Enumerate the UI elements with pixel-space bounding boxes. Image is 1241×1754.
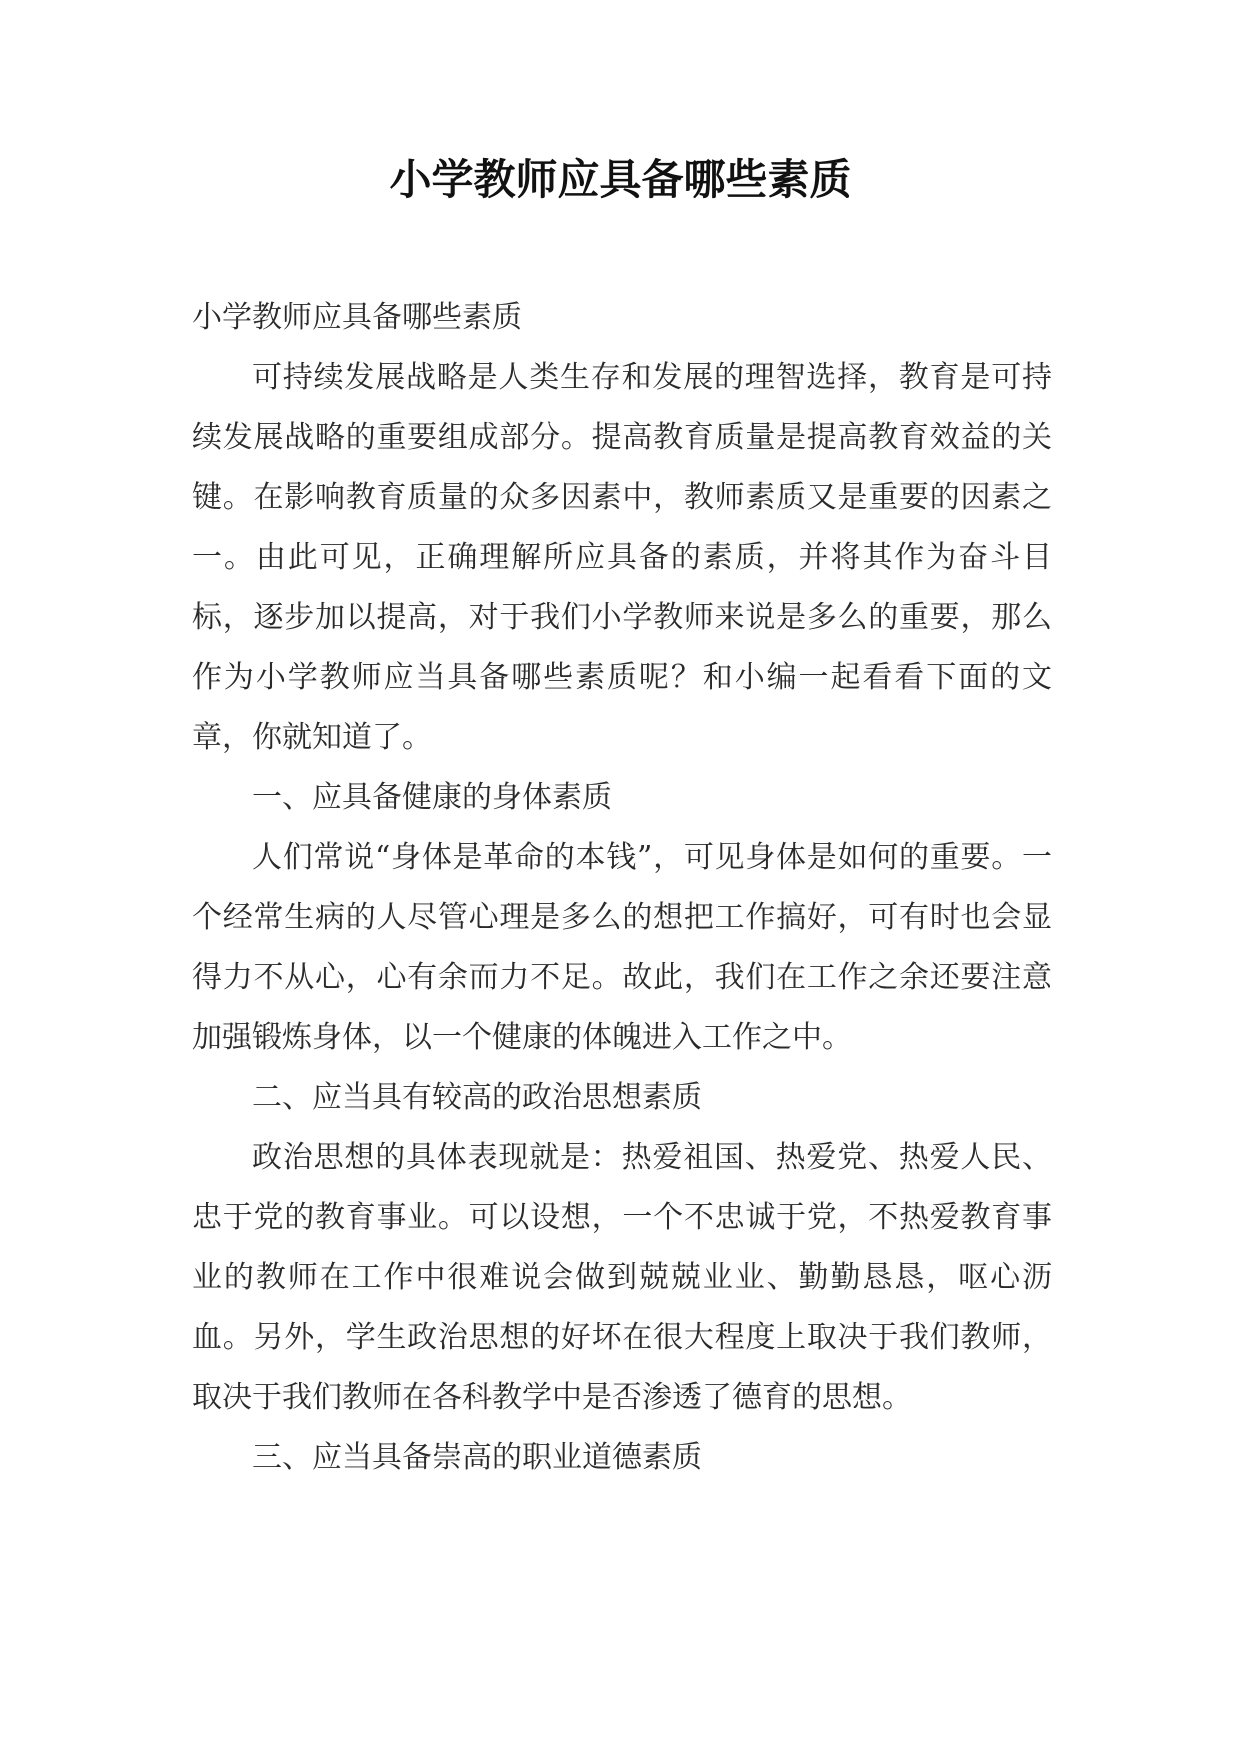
document-body [192,288,1052,1488]
document-title: 小学教师应具备哪些素质 [389,155,852,204]
section-heading-2: 二、应当具有较高的政治思想素质 [252,1080,702,1115]
section-paragraph-1: 人们常说“身体是革命的本钱”，可见身体是如何的重要。一个经常生病的人尽管心理是多么的想把工作搞好，可有时也会显得力不从心，心有余而力不足。故此，我们在工作之余还要注意加强锻炼身体，以一个健康的体魄进入工作之中。 [192,840,1052,1055]
subtitle-paragraph: 小学教师应具备哪些素质 [192,300,522,335]
section-paragraph-2: 政治思想的具体表现就是：热爱祖国、热爱党、热爱人民、忠于党的教育事业。可以设想，一个不忠诚于党，不热爱教育事业的教师在工作中很难说会做到兢兢业业、勤勤恳恳，呕心沥血。另外，学生政治思想的好坏在很大程度上取决于我们教师，取决于我们教师在各科教学中是否渗透了德育的思想。 [192,1140,1052,1415]
section-heading-3: 三、应当具备崇高的职业道德素质 [252,1440,702,1475]
section-heading-1: 一、应具备健康的身体素质 [252,780,612,815]
intro-paragraph: 可持续发展战略是人类生存和发展的理智选择，教育是可持续发展战略的重要组成部分。提高教育质量是提高教育效益的关键。在影响教育质量的众多因素中，教师素质又是重要的因素之一。由此可见，正确理解所应具备的素质，并将其作为奋斗目标，逐步加以提高，对于我们小学教师来说是多么的重要，那么作为小学教师应当具备哪些素质呢？和小编一起看看下面的文章，你就知道了。 [192,360,1052,755]
